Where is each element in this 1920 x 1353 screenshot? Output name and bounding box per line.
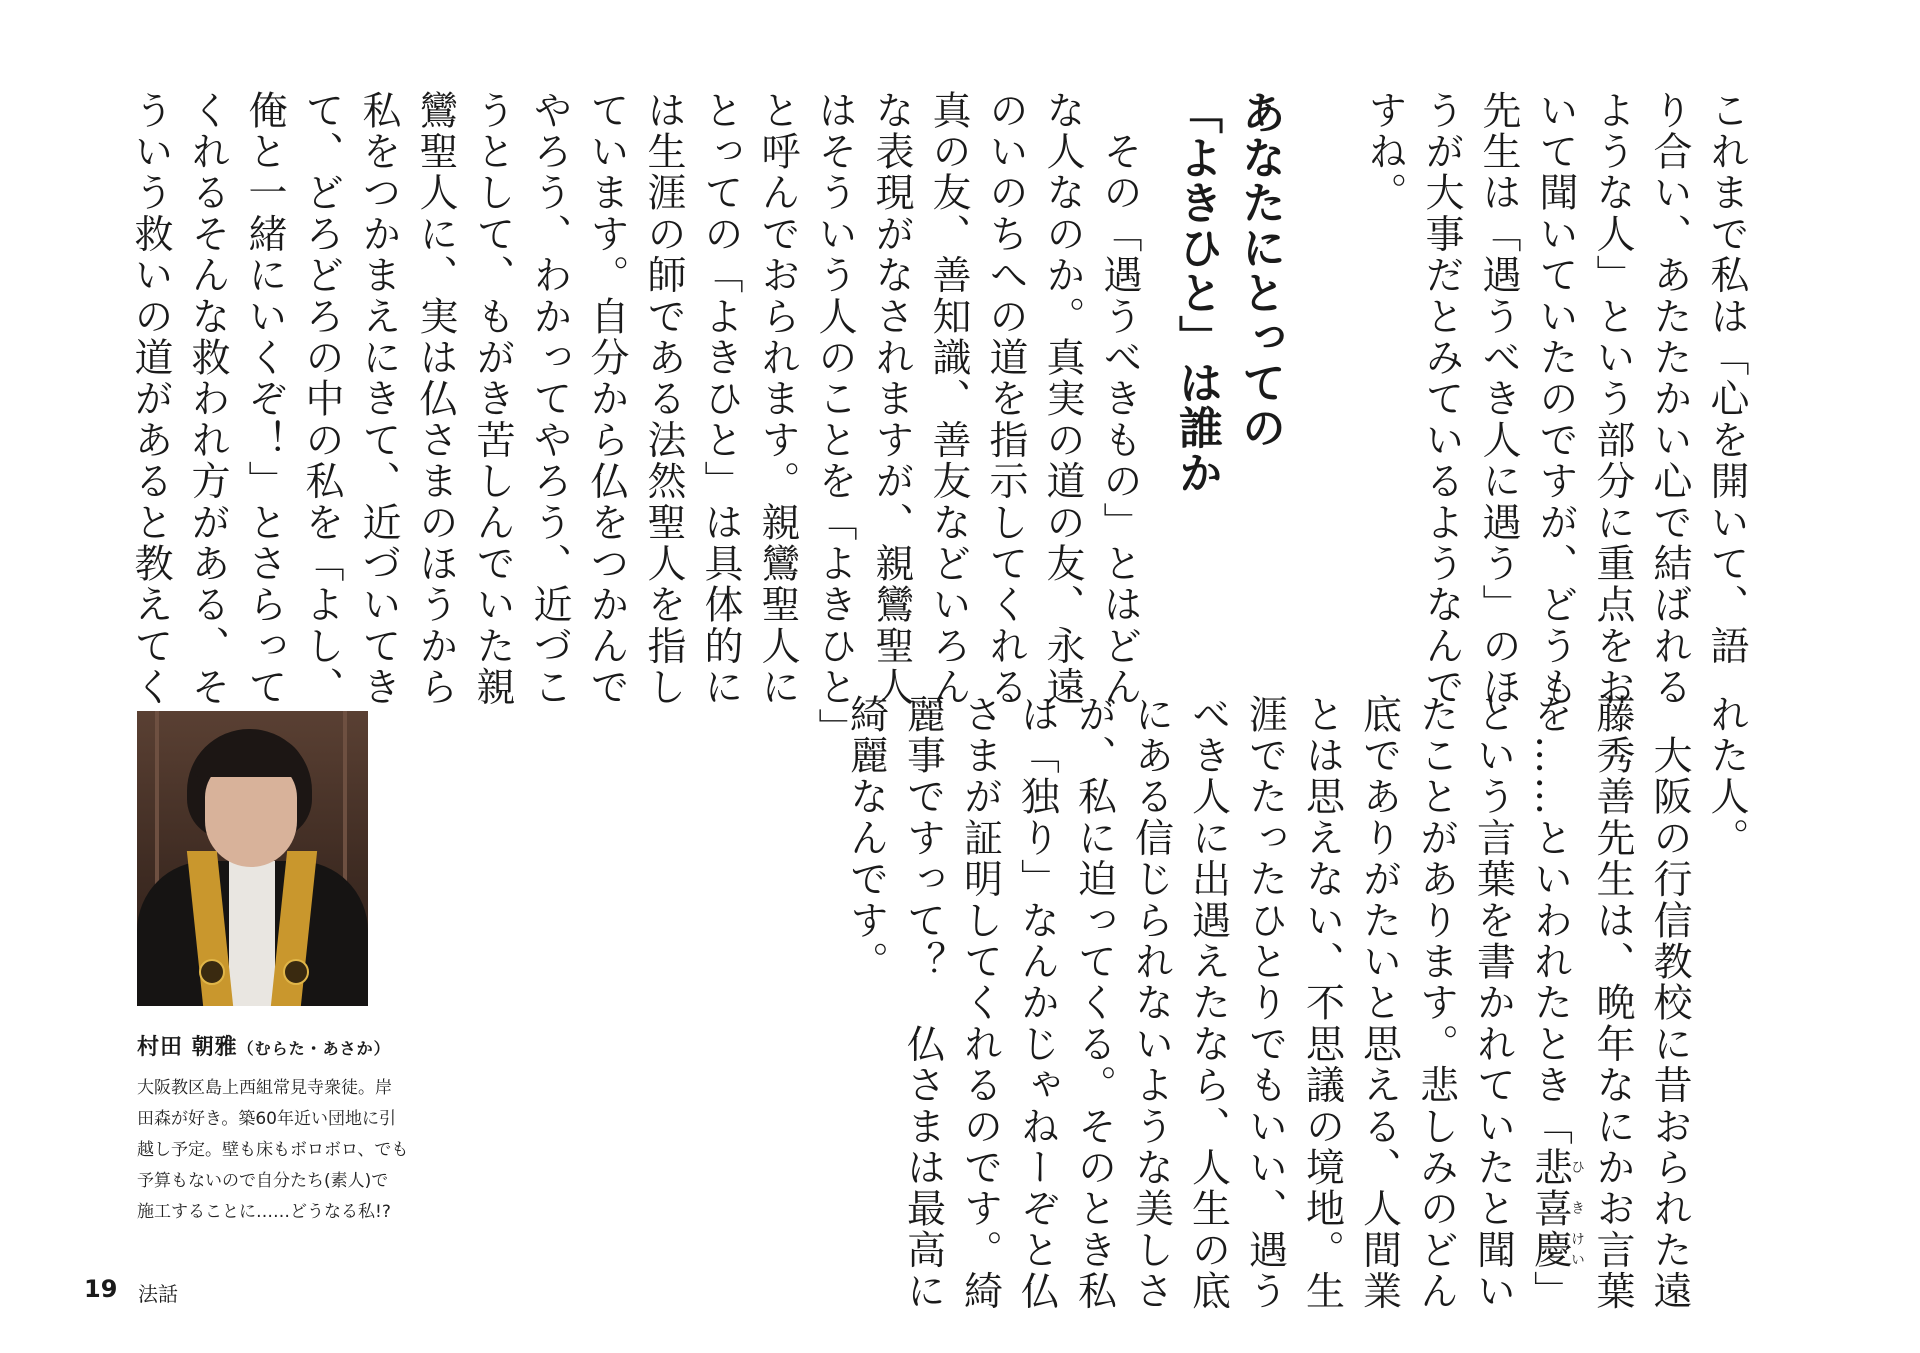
text-line: たことがあります。悲しみのどん — [1413, 694, 1459, 1312]
text-line: 先生は「遇うべき人に遇う」のほ — [1476, 90, 1521, 708]
text-line: 麗事ですって？ 仏さまは最高に — [900, 694, 946, 1312]
text-line: とは思えない、不思議の境地。生 — [1299, 694, 1345, 1312]
text-line: な人なのか。真実の道の友、永遠 — [1040, 90, 1085, 708]
text-line: すね。 — [1362, 90, 1407, 214]
text-line: は生涯の師である法然聖人を指し — [641, 90, 686, 708]
bio-line: 田森が好き。築60年近い団地に引 — [137, 1109, 396, 1129]
text-line: 真の友、善知識、善友などいろん — [926, 90, 971, 708]
text-line: と呼んでおられます。親鸞聖人に — [755, 90, 800, 708]
text-line-with-ruby — [1522, 694, 1585, 1312]
ruby-reading: けい — [1569, 1229, 1585, 1271]
text-line: て、どろどろの中の私を「よし、 — [299, 90, 344, 708]
text-line: 俺と一緒にいくぞ！」とさらって — [242, 90, 287, 708]
text-line: 藤秀善先生は、晩年なにかお言葉 — [1590, 694, 1635, 1312]
text-line: り合い、あたたかい心で結ばれる — [1647, 90, 1692, 708]
text-line: のいのちへの道を指示してくれる — [983, 90, 1028, 708]
text-line: くれるそんな救われ方がある、そ — [185, 90, 230, 708]
text-line: はそういう人のことを「よきひと」 — [812, 90, 857, 750]
text-line: とっての「よきひと」は具体的に — [698, 90, 743, 708]
text-line: さまが証明してくれるのです。綺 — [957, 694, 1003, 1312]
bangs-shape — [195, 737, 305, 777]
text-line: ています。自分から仏をつかんで — [584, 90, 629, 708]
text-line: 私をつかまえにきて、近づいてき — [356, 90, 401, 708]
text-line: が、私に迫ってくる。そのとき私 — [1071, 694, 1117, 1312]
heading-line-2: 「よきひと」は誰か — [1171, 90, 1222, 495]
crest-icon — [199, 959, 225, 985]
text-line: 涯でたったひとりでもいい、遇う — [1242, 694, 1288, 1312]
ruby-base: 悲 — [1527, 1147, 1573, 1189]
text-line: れた人。 — [1704, 694, 1749, 859]
text-line: これまで私は「心を開いて、語 — [1704, 90, 1749, 667]
text-line: ういう救いの道があると教えてく — [128, 90, 173, 708]
text-line: 鸞聖人に、実は仏さまのほうから — [413, 90, 458, 708]
text-line: やろう、わかってやろう、近づこ — [527, 90, 572, 708]
bio-line: 越し予定。壁も床もボロボロ、でも — [137, 1140, 409, 1160]
ruby-reading: き — [1569, 1188, 1585, 1230]
crest-icon — [283, 959, 309, 985]
heading-line-1: あなたにとっての — [1234, 90, 1285, 450]
text-fragment: 」 — [1527, 1270, 1573, 1313]
page-number: 19 — [84, 1275, 118, 1303]
author-name-reading: （むらた・あさか） — [237, 1039, 391, 1058]
ruby-base: 喜 — [1527, 1188, 1573, 1230]
text-line: という言葉を書かれていたと聞い — [1470, 694, 1516, 1312]
text-line: ような人」という部分に重点をお — [1590, 90, 1635, 708]
text-line: うとして、もがき苦しんでいた親 — [470, 90, 515, 708]
author-bio — [137, 1073, 467, 1228]
ruby-reading: ひ — [1569, 1147, 1585, 1189]
ruby-base: 慶 — [1527, 1229, 1573, 1271]
ruby-word — [1527, 1147, 1585, 1271]
collar-shape — [229, 861, 275, 1006]
author-name-text: 村田 朝雅 — [137, 1035, 238, 1060]
text-line: その「遇うべきもの」とはどん — [1097, 90, 1142, 708]
article-column-top-right — [1356, 90, 1755, 708]
text-line: な表現がなされますが、親鸞聖人 — [869, 90, 914, 708]
author-name — [137, 1030, 391, 1061]
text-line: 綺麗なんです。 — [843, 694, 889, 983]
text-line: いて聞いていたのですが、どうも — [1533, 90, 1578, 708]
article-column-bottom-right — [838, 694, 1756, 1312]
text-line: 底でありがたいと思える、人間業 — [1356, 694, 1402, 1312]
article-column-top-left — [122, 90, 1148, 749]
text-line: 大阪の行信教校に昔おられた遠 — [1647, 694, 1692, 1312]
text-fragment: を……といわれたとき「 — [1527, 694, 1573, 1148]
text-line: は「独り」なんかじゃねーぞと仏 — [1014, 694, 1060, 1312]
author-photo — [137, 711, 368, 1006]
text-line: うが大事だとみているようなんで — [1419, 90, 1464, 708]
text-line: にある信じられないような美しさ — [1128, 694, 1174, 1312]
bio-line: 施工することに……どうなる私!? — [137, 1202, 391, 1222]
section-label: 法話 — [138, 1282, 178, 1306]
bio-line: 予算もないので自分たち(素人)で — [137, 1171, 389, 1191]
bio-line: 大阪教区島上西組常見寺衆徒。岸 — [137, 1078, 392, 1098]
text-line: べき人に出遇えたなら、人生の底 — [1185, 694, 1231, 1312]
section-heading — [1165, 90, 1291, 495]
